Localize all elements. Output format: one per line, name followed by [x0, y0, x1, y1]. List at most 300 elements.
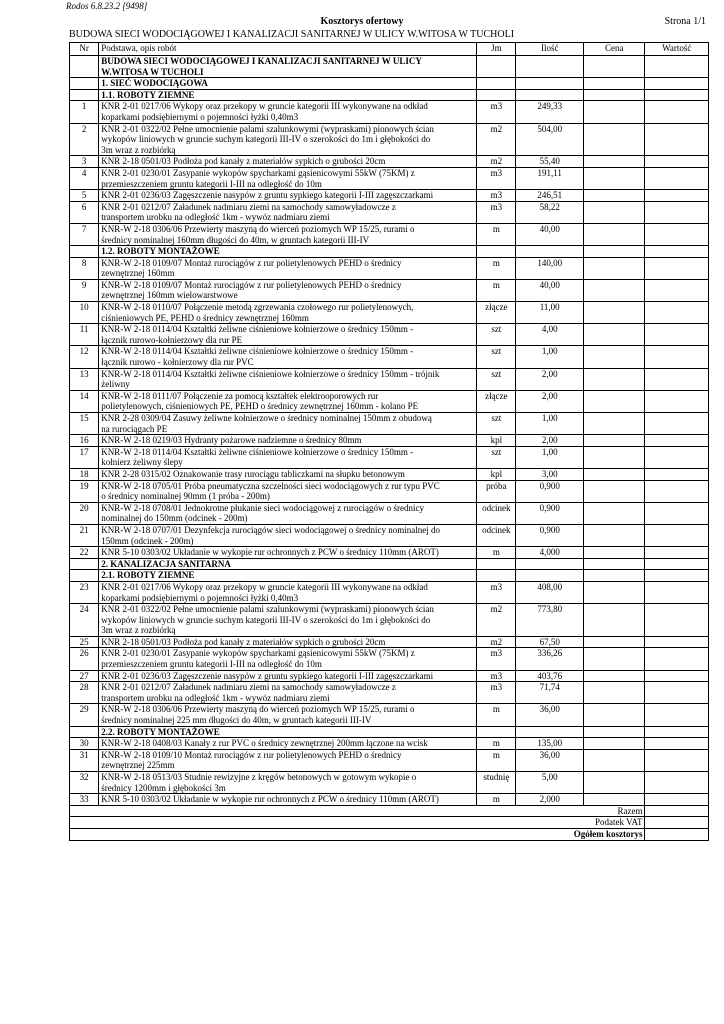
col-quantity-header: Ilość [516, 43, 584, 56]
row-price [583, 257, 644, 279]
row-quantity: 4,000 [516, 547, 584, 559]
row-value [645, 346, 709, 368]
row-number: 27 [70, 670, 99, 682]
table-row [70, 201, 709, 223]
section-heading: 2.2. ROBOTY MONTAŻOWE [99, 726, 477, 738]
row-description: KNR 2-01 0236/03 Zagęszczenie nasypów z gruntu sypkiego kategorii I-III zagęszczarkami [99, 670, 477, 682]
row-price [583, 648, 644, 670]
table-row [70, 368, 709, 390]
row-description: KNR 2-01 0230/01 Zasypanie wykopów spycharkami gąsienicowymi 55kW (75KM) z przemieszczeniem gruntu kategorii I-III na odległość do 10m [99, 648, 477, 670]
row-number: 10 [70, 302, 99, 324]
row-description: KNR-W 2-18 0114/04 Kształtki żeliwne ciśnieniowe kołnierzowe o średnicy 150mm - kołnierz żeliwny ślepy [99, 446, 477, 468]
row-unit: szt [477, 368, 516, 390]
row-description: KNR 2-01 0212/07 Załadunek nadmiaru ziemi na samochody samowyładowcze z transportem urobku na odległość 1km - wywóz nadmiaru ziemi [99, 682, 477, 704]
row-quantity: 67,50 [516, 636, 584, 648]
row-quantity: 336,26 [516, 648, 584, 670]
col-nr-header: Nr [70, 43, 99, 56]
row-value-cell [645, 56, 709, 78]
row-nr-cell [70, 56, 99, 78]
row-nr-cell [70, 558, 99, 570]
row-unit: m [477, 257, 516, 279]
row-unit: szt [477, 413, 516, 435]
row-value [645, 368, 709, 390]
row-value [645, 502, 709, 524]
row-price [583, 156, 644, 168]
row-unit: kpl [477, 468, 516, 480]
row-quantity: 71,74 [516, 682, 584, 704]
row-price [583, 190, 644, 202]
row-quantity-cell [516, 726, 584, 738]
row-nr-cell [70, 726, 99, 738]
row-value [645, 704, 709, 726]
summary-label: Podatek VAT [70, 817, 645, 829]
row-unit: szt [477, 446, 516, 468]
row-quantity-cell [516, 558, 584, 570]
row-quantity: 2,00 [516, 435, 584, 447]
row-number: 20 [70, 502, 99, 524]
table-row [70, 123, 709, 156]
row-unit: próba [477, 480, 516, 502]
row-description: KNR-W 2-18 0306/06 Przewierty maszyną do wierceń poziomych WP 15/25, rurami o średnicy nominalnej 225 mm długości do 40m, w gruntach kategorii III-IV [99, 704, 477, 726]
row-quantity: 40,00 [516, 223, 584, 245]
row-quantity: 504,00 [516, 123, 584, 156]
row-unit: szt [477, 346, 516, 368]
row-value-cell [645, 570, 709, 582]
row-description: KNR-W 2-18 0109/07 Montaż rurociągów z rur polietylenowych PEHD o średnicy zewnętrznej 160mm [99, 257, 477, 279]
row-number: 12 [70, 346, 99, 368]
row-price [583, 794, 644, 806]
row-unit: m [477, 547, 516, 559]
row-number: 1 [70, 101, 99, 123]
row-price [583, 446, 644, 468]
row-value [645, 223, 709, 245]
row-price [583, 480, 644, 502]
row-price [583, 636, 644, 648]
row-price [583, 123, 644, 156]
row-value-cell [645, 89, 709, 101]
row-price [583, 167, 644, 189]
row-description: KNR-W 2-18 0109/07 Montaż rurociągów z rur polietylenowych PEHD o średnicy zewnętrznej 160mm wielowarstwowe [99, 279, 477, 301]
row-description: KNR 2-18 0501/03 Podłoża pod kanały z materiałów sypkich o grubości 20cm [99, 636, 477, 648]
table-row [70, 749, 709, 771]
row-number: 16 [70, 435, 99, 447]
row-price [583, 302, 644, 324]
row-price [583, 670, 644, 682]
row-value [645, 413, 709, 435]
row-quantity: 135,00 [516, 738, 584, 750]
row-price-cell [583, 89, 644, 101]
row-nr-cell [70, 78, 99, 90]
row-quantity: 4,00 [516, 324, 584, 346]
row-nr-cell [70, 570, 99, 582]
row-unit: m3 [477, 201, 516, 223]
table-row [70, 670, 709, 682]
row-unit-cell [477, 246, 516, 258]
row-price-cell [583, 726, 644, 738]
row-number: 17 [70, 446, 99, 468]
row-description: KNR-W 2-18 0513/03 Studnie rewizyjne z kręgów betonowych w gotowym wykopie o średnicy 1200mm i głębokości 3m [99, 772, 477, 794]
row-price [583, 279, 644, 301]
row-value-cell [645, 246, 709, 258]
row-value [645, 547, 709, 559]
row-quantity: 2,00 [516, 390, 584, 412]
row-unit: m2 [477, 636, 516, 648]
row-quantity: 58,22 [516, 201, 584, 223]
row-quantity: 140,00 [516, 257, 584, 279]
row-quantity: 0,900 [516, 524, 584, 546]
row-unit: złącze [477, 390, 516, 412]
row-number: 8 [70, 257, 99, 279]
row-unit-cell [477, 726, 516, 738]
row-value-cell [645, 78, 709, 90]
row-number: 11 [70, 324, 99, 346]
row-number: 18 [70, 468, 99, 480]
row-number: 9 [70, 279, 99, 301]
row-unit: m3 [477, 670, 516, 682]
row-quantity: 36,00 [516, 704, 584, 726]
row-quantity-cell [516, 89, 584, 101]
row-value [645, 794, 709, 806]
row-unit-cell [477, 558, 516, 570]
row-value [645, 682, 709, 704]
row-unit: odcinek [477, 502, 516, 524]
row-value-cell [645, 726, 709, 738]
table-row [70, 794, 709, 806]
row-number: 4 [70, 167, 99, 189]
table-row [70, 468, 709, 480]
row-description: KNR-W 2-18 0219/03 Hydranty pożarowe nadziemne o średnicy 80mm [99, 435, 477, 447]
row-value [645, 101, 709, 123]
row-value [645, 468, 709, 480]
summary-value [645, 817, 709, 829]
row-description: KNR-W 2-18 0114/04 Kształtki żeliwne ciśnieniowe kołnierzowe o średnicy 150mm - łącznik rurowo - kołnierzowy dla rur PVC [99, 346, 477, 368]
page-number: Strona 1/1 [664, 16, 706, 27]
row-quantity: 0,900 [516, 480, 584, 502]
row-quantity: 55,40 [516, 156, 584, 168]
row-quantity-cell [516, 570, 584, 582]
row-description: KNR-W 2-18 0114/04 Kształtki żeliwne ciśnieniowe kołnierzowe o średnicy 150mm - trójnik żeliwny [99, 368, 477, 390]
row-price [583, 581, 644, 603]
row-value [645, 604, 709, 637]
row-unit: m2 [477, 604, 516, 637]
section-heading: 2.1. ROBOTY ZIEMNE [99, 570, 477, 582]
row-description: KNR 2-28 0315/02 Oznakowanie trasy rurociągu tabliczkami na słupku betonowym [99, 468, 477, 480]
row-nr-cell [70, 89, 99, 101]
section-heading-row [70, 558, 709, 570]
table-row [70, 547, 709, 559]
row-price [583, 201, 644, 223]
row-description: KNR 5-10 0303/02 Układanie w wykopie rur ochronnych z PCW o średnicy 110mm (AROT) [99, 794, 477, 806]
section-heading-row [70, 56, 709, 78]
col-unit-header: Jm [477, 43, 516, 56]
row-quantity: 11,00 [516, 302, 584, 324]
table-row [70, 167, 709, 189]
table-row [70, 446, 709, 468]
row-price [583, 368, 644, 390]
section-heading-row [70, 78, 709, 90]
row-price [583, 346, 644, 368]
row-quantity: 2,000 [516, 794, 584, 806]
row-unit: szt [477, 324, 516, 346]
row-description: KNR 2-18 0501/03 Podłoża pod kanały z materiałów sypkich o grubości 20cm [99, 156, 477, 168]
section-heading: 1. SIEĆ WODOCIĄGOWA [99, 78, 477, 90]
col-value-header: Wartość [645, 43, 709, 56]
row-price-cell [583, 56, 644, 78]
row-quantity: 1,00 [516, 346, 584, 368]
row-description: KNR-W 2-18 0110/07 Połączenie metodą zgrzewania czołowego rur polietylenowych, ciśnieniowych PE, PEHD o średnicy zewnętrznej 160mm [99, 302, 477, 324]
row-quantity: 36,00 [516, 749, 584, 771]
row-description: KNR-W 2-18 0109/10 Montaż rurociągów z rur polietylenowych PEHD o średnicy zewnętrznej 225mm [99, 749, 477, 771]
row-unit: m [477, 794, 516, 806]
row-quantity: 773,80 [516, 604, 584, 637]
row-unit: odcinek [477, 524, 516, 546]
table-row [70, 257, 709, 279]
row-price [583, 101, 644, 123]
table-row [70, 738, 709, 750]
row-price [583, 435, 644, 447]
table-row [70, 648, 709, 670]
row-number: 6 [70, 201, 99, 223]
row-description: KNR-W 2-18 0408/03 Kanały z rur PVC o średnicy zewnętrznej 200mm łączone na wcisk [99, 738, 477, 750]
row-price [583, 772, 644, 794]
col-description-header: Podstawa, opis robót [99, 43, 477, 56]
row-number: 28 [70, 682, 99, 704]
row-price [583, 682, 644, 704]
row-unit: studnię [477, 772, 516, 794]
row-quantity: 403,76 [516, 670, 584, 682]
row-price [583, 468, 644, 480]
row-number: 23 [70, 581, 99, 603]
section-heading: BUDOWA SIECI WODOCIĄGOWEJ I KANALIZACJI SANITARNEJ W ULICY W.WITOSA W TUCHOLI [99, 56, 477, 78]
row-description: KNR-W 2-18 0708/01 Jednokrotne płukanie sieci wodociągowej z rurociągów o średnicy nominalnej do 150mm (odcinek - 200m) [99, 502, 477, 524]
table-row [70, 279, 709, 301]
row-number: 32 [70, 772, 99, 794]
section-heading-row [70, 89, 709, 101]
row-quantity: 2,00 [516, 368, 584, 390]
row-number: 15 [70, 413, 99, 435]
row-value [645, 390, 709, 412]
row-unit-cell [477, 570, 516, 582]
section-heading-row [70, 570, 709, 582]
row-number: 33 [70, 794, 99, 806]
row-unit: m [477, 704, 516, 726]
table-row [70, 480, 709, 502]
row-number: 19 [70, 480, 99, 502]
row-quantity-cell [516, 246, 584, 258]
row-price-cell [583, 78, 644, 90]
row-quantity: 5,00 [516, 772, 584, 794]
table-row [70, 524, 709, 546]
row-unit: m2 [477, 156, 516, 168]
row-unit: m3 [477, 581, 516, 603]
row-quantity: 191,11 [516, 167, 584, 189]
table-row [70, 435, 709, 447]
row-description: KNR-W 2-18 0705/01 Próba pneumatyczna szczelności sieci wodociągowych z rur typu PVC o średnicy nominalnej 90mm (1 próba - 200m) [99, 480, 477, 502]
table-row [70, 223, 709, 245]
row-nr-cell [70, 246, 99, 258]
row-value [645, 257, 709, 279]
row-price-cell [583, 246, 644, 258]
row-value-cell [645, 558, 709, 570]
row-value [645, 167, 709, 189]
row-quantity-cell [516, 78, 584, 90]
row-number: 21 [70, 524, 99, 546]
table-header-row [70, 43, 709, 56]
row-unit: m3 [477, 167, 516, 189]
row-price [583, 604, 644, 637]
row-price [583, 704, 644, 726]
row-value [645, 581, 709, 603]
table-row [70, 413, 709, 435]
summary-label: Razem [70, 805, 645, 817]
summary-row [70, 817, 709, 829]
row-quantity: 249,33 [516, 101, 584, 123]
table-row [70, 302, 709, 324]
row-quantity: 1,00 [516, 413, 584, 435]
row-number: 5 [70, 190, 99, 202]
table-row [70, 772, 709, 794]
table-row [70, 390, 709, 412]
section-heading: 1.2. ROBOTY MONTAŻOWE [99, 246, 477, 258]
row-unit: m3 [477, 101, 516, 123]
summary-value [645, 828, 709, 840]
row-value [645, 648, 709, 670]
row-unit-cell [477, 78, 516, 90]
row-description: KNR-W 2-18 0707/01 Dezynfekcja rurociągów sieci wodociągowej o średnicy nominalnej do 150mm (odcinek - 200m) [99, 524, 477, 546]
row-description: KNR 2-01 0322/02 Pełne umocnienie palami szalunkowymi (wypraskami) pionowych ścian wykopów liniowych w gruncie suchym kategorii III-IV o szerokości do 1m i głębokości do 3m wraz z rozbiórką [99, 123, 477, 156]
summary-label: Ogółem kosztorys [70, 828, 645, 840]
row-number: 24 [70, 604, 99, 637]
row-number: 3 [70, 156, 99, 168]
row-value [645, 190, 709, 202]
row-value [645, 156, 709, 168]
row-description: KNR-W 2-18 0114/04 Kształtki żeliwne ciśnieniowe kołnierzowe o średnicy 150mm - łącznik rurowo-kołnierzowy dla rur PE [99, 324, 477, 346]
row-price [583, 738, 644, 750]
row-unit: m [477, 223, 516, 245]
table-row [70, 324, 709, 346]
row-quantity: 1,00 [516, 446, 584, 468]
row-description: KNR 2-01 0212/07 Załadunek nadmiaru ziemi na samochody samowyładowcze z transportem urobku na odległość 1km - wywóz nadmiaru ziemi [99, 201, 477, 223]
row-value [645, 201, 709, 223]
project-name: BUDOWA SIECI WODOCIĄGOWEJ I KANALIZACJI SANITARNEJ W ULICY W.WITOSA W TUCHOLI [69, 29, 515, 40]
row-number: 22 [70, 547, 99, 559]
row-unit: m3 [477, 190, 516, 202]
row-unit: m3 [477, 648, 516, 670]
row-value [645, 738, 709, 750]
row-value [645, 279, 709, 301]
section-heading-row [70, 726, 709, 738]
row-description: KNR 2-01 0236/03 Zagęszczenie nasypów z gruntu sypkiego kategorii I-III zagęszczarkami [99, 190, 477, 202]
row-price [583, 547, 644, 559]
row-description: KNR 2-28 0309/04 Zasuwy żeliwne kołnierzowe o średnicy nominalnej 150mm z obudową na rurociągach PE [99, 413, 477, 435]
row-unit-cell [477, 89, 516, 101]
row-price [583, 324, 644, 346]
row-unit: m [477, 738, 516, 750]
table-row [70, 581, 709, 603]
row-number: 7 [70, 223, 99, 245]
row-value [645, 446, 709, 468]
summary-row [70, 828, 709, 840]
row-price [583, 390, 644, 412]
row-price [583, 413, 644, 435]
software-version: Rodos 6.8.23.2 [9498] [66, 1, 148, 11]
table-row [70, 636, 709, 648]
row-value [645, 324, 709, 346]
row-description: KNR-W 2-18 0306/06 Przewierty maszyną do wierceń poziomych WP 15/25, rurami o średnicy nominalnej 160mm długości do 40m, w gruntach kategorii III-IV [99, 223, 477, 245]
table-row [70, 346, 709, 368]
row-quantity: 3,00 [516, 468, 584, 480]
document-title: Kosztorys ofertowy [320, 16, 404, 27]
row-quantity-cell [516, 56, 584, 78]
row-price-cell [583, 558, 644, 570]
section-heading-row [70, 246, 709, 258]
table-row [70, 502, 709, 524]
summary-value [645, 805, 709, 817]
row-number: 30 [70, 738, 99, 750]
row-description: KNR 2-01 0217/06 Wykopy oraz przekopy w gruncie kategorii III wykonywane na odkład koparkami podsiębiernymi o pojemności łyżki 0,40m3 [99, 581, 477, 603]
row-value [645, 749, 709, 771]
row-number: 31 [70, 749, 99, 771]
row-value [645, 524, 709, 546]
row-quantity: 408,00 [516, 581, 584, 603]
estimate-table [69, 42, 709, 841]
row-price [583, 223, 644, 245]
table-row [70, 704, 709, 726]
row-description: KNR 5-10 0303/02 Układanie w wykopie rur ochronnych z PCW o średnicy 110mm (AROT) [99, 547, 477, 559]
row-price-cell [583, 570, 644, 582]
row-quantity: 0,900 [516, 502, 584, 524]
row-unit: m2 [477, 123, 516, 156]
row-number: 2 [70, 123, 99, 156]
row-value [645, 772, 709, 794]
table-row [70, 156, 709, 168]
row-number: 13 [70, 368, 99, 390]
row-number: 26 [70, 648, 99, 670]
table-body [70, 56, 709, 841]
section-heading: 1.1. ROBOTY ZIEMNE [99, 89, 477, 101]
table-row [70, 190, 709, 202]
row-unit: złącze [477, 302, 516, 324]
row-quantity: 246,51 [516, 190, 584, 202]
table-row [70, 101, 709, 123]
row-price [583, 524, 644, 546]
row-description: KNR 2-01 0230/01 Zasypanie wykopów spycharkami gąsienicowymi 55kW (75KM) z przemieszczeniem gruntu kategorii I-III na odległość do 10m [99, 167, 477, 189]
row-price [583, 749, 644, 771]
row-quantity: 40,00 [516, 279, 584, 301]
row-number: 25 [70, 636, 99, 648]
row-value [645, 435, 709, 447]
table-row [70, 682, 709, 704]
row-description: KNR 2-01 0322/02 Pełne umocnienie palami szalunkowymi (wypraskami) pionowych ścian wykopów liniowych w gruncie suchym kategorii III-IV o szerokości do 1m i głębokości do 3m wraz z rozbiórką [99, 604, 477, 637]
section-heading: 2. KANALIZACJA SANITARNA [99, 558, 477, 570]
row-unit: kpl [477, 435, 516, 447]
table-row [70, 604, 709, 637]
row-number: 14 [70, 390, 99, 412]
row-description: KNR-W 2-18 0111/07 Połączenie za pomocą kształtek elektrooporowych rur polietylenowych, ciśnieniowych PE, PEHD o średnicy zewnętrznej 160mm - kolano PE [99, 390, 477, 412]
row-unit: m3 [477, 682, 516, 704]
row-unit-cell [477, 56, 516, 78]
row-description: KNR 2-01 0217/06 Wykopy oraz przekopy w gruncie kategorii III wykonywane na odkład koparkami podsiębiernymi o pojemności łyżki 0,40m3 [99, 101, 477, 123]
row-value [645, 302, 709, 324]
row-unit: m [477, 749, 516, 771]
row-value [645, 123, 709, 156]
row-value [645, 636, 709, 648]
row-number: 29 [70, 704, 99, 726]
row-price [583, 502, 644, 524]
col-price-header: Cena [583, 43, 644, 56]
row-unit: m [477, 279, 516, 301]
row-value [645, 480, 709, 502]
